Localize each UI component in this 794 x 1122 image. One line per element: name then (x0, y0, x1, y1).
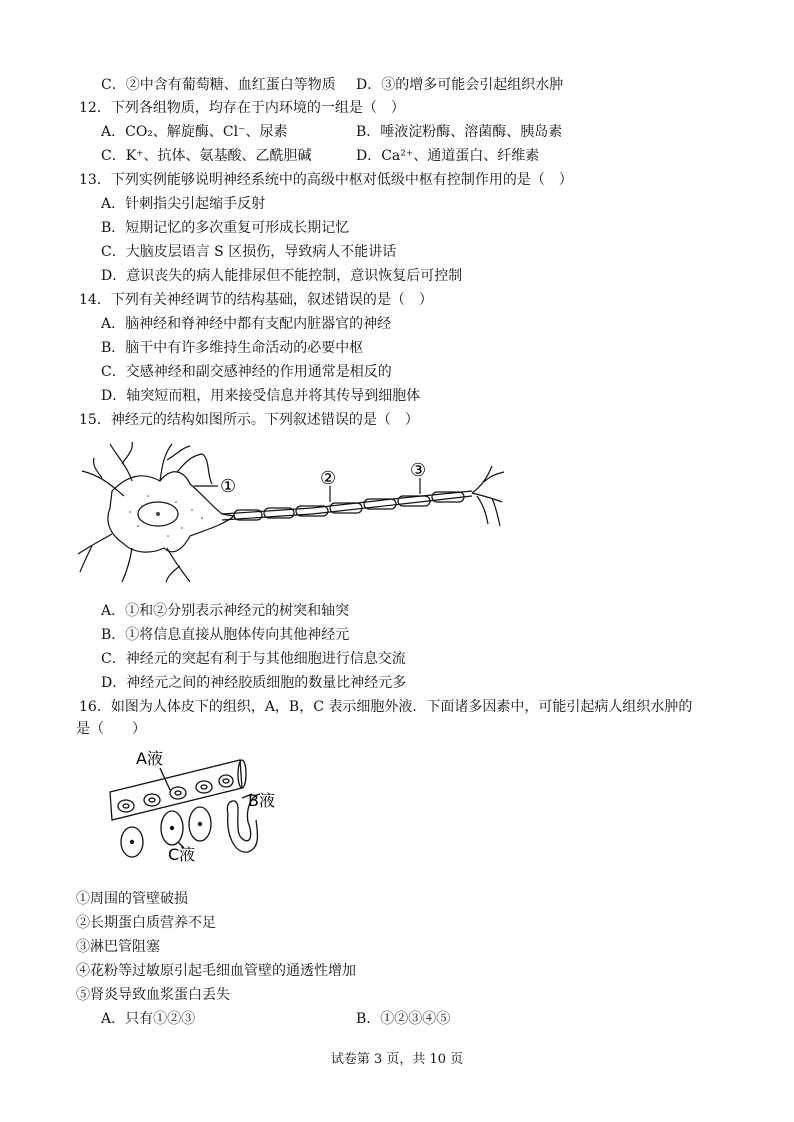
q12-option-c: C．K⁺、抗体、氨基酸、乙酰胆碱 (101, 148, 312, 164)
q13-stem: 13．下列实例能够说明神经系统中的高级中枢对低级中枢有控制作用的是（ ） (79, 172, 573, 188)
q16-option-a: A．只有①②③ (101, 1011, 196, 1027)
neuron-label-3: ③ (410, 460, 427, 481)
neuron-diagram (72, 436, 512, 584)
q13-option-a: A．针刺指尖引起缩手反射 (101, 196, 266, 212)
q11-option-d: D．③的增多可能会引起组织水肿 (356, 77, 564, 93)
q13-option-c: C．大脑皮层语言 S 区损伤，导致病人不能讲话 (101, 244, 397, 260)
q16-factor-3: ③淋巴管阻塞 (76, 939, 160, 955)
tissue-label-b: B液 (248, 791, 275, 810)
q14-option-c: C．交感神经和副交感神经的作用通常是相反的 (101, 364, 392, 380)
q12-option-d: D．Ca²⁺、通道蛋白、纤维素 (356, 148, 540, 164)
q16-stem-line2: 是（ ） (76, 721, 146, 737)
q16-stem-line1: 16．如图为人体皮下的组织，A，B，C 表示细胞外液．下面诸多因素中，可能引起病人组织水肿的 (79, 699, 693, 715)
q15-stem: 15．神经元的结构如图所示。下列叙述错误的是（ ） (79, 412, 419, 428)
q16-factor-4: ④花粉等过敏原引起毛细血管壁的通透性增加 (76, 963, 356, 979)
q14-option-a: A．脑神经和脊神经中都有支配内脏器官的神经 (101, 316, 392, 332)
q16-factor-5: ⑤肾炎导致血浆蛋白丢失 (76, 987, 230, 1003)
q11-option-c: C．②中含有葡萄糖、血红蛋白等物质 (101, 77, 336, 93)
q16-factor-1: ①周围的管壁破损 (76, 891, 188, 907)
neuron-label-1: ① (220, 476, 237, 497)
q15-option-b: B．①将信息直接从胞体传向其他神经元 (101, 627, 350, 643)
q16-factor-2: ②长期蛋白质营养不足 (76, 915, 216, 931)
q12-option-b: B．唾液淀粉酶、溶菌酶、胰岛素 (356, 124, 563, 140)
q15-option-d: D．神经元之间的神经胶质细胞的数量比神经元多 (101, 675, 407, 691)
q14-option-d: D．轴突短而粗，用来接受信息并将其传导到细胞体 (101, 388, 421, 404)
tissue-label-a: A液 (136, 749, 163, 768)
q16-option-b: B．①②③④⑤ (356, 1011, 451, 1027)
q13-option-d: D．意识丧失的病人能排尿但不能控制，意识恢复后可控制 (101, 268, 463, 284)
tissue-label-c: C液 (168, 845, 196, 864)
q15-option-c: C．神经元的突起有利于与其他细胞进行信息交流 (101, 651, 406, 667)
q12-option-a: A．CO₂、解旋酶、Cl⁻、尿素 (101, 124, 288, 140)
page-footer: 试卷第 3 页，共 10 页 (330, 1052, 464, 1067)
q14-option-b: B．脑干中有许多维持生命活动的必要中枢 (101, 340, 364, 356)
q14-stem: 14．下列有关神经调节的结构基础，叙述错误的是（ ） (79, 292, 433, 308)
tissue-diagram (100, 744, 310, 872)
q15-option-a: A．①和②分别表示神经元的树突和轴突 (101, 603, 350, 619)
q13-option-b: B．短期记忆的多次重复可形成长期记忆 (101, 220, 350, 236)
neuron-label-2: ② (320, 468, 337, 489)
q12-stem: 12．下列各组物质，均存在于内环境的一组是（ ） (79, 100, 405, 116)
